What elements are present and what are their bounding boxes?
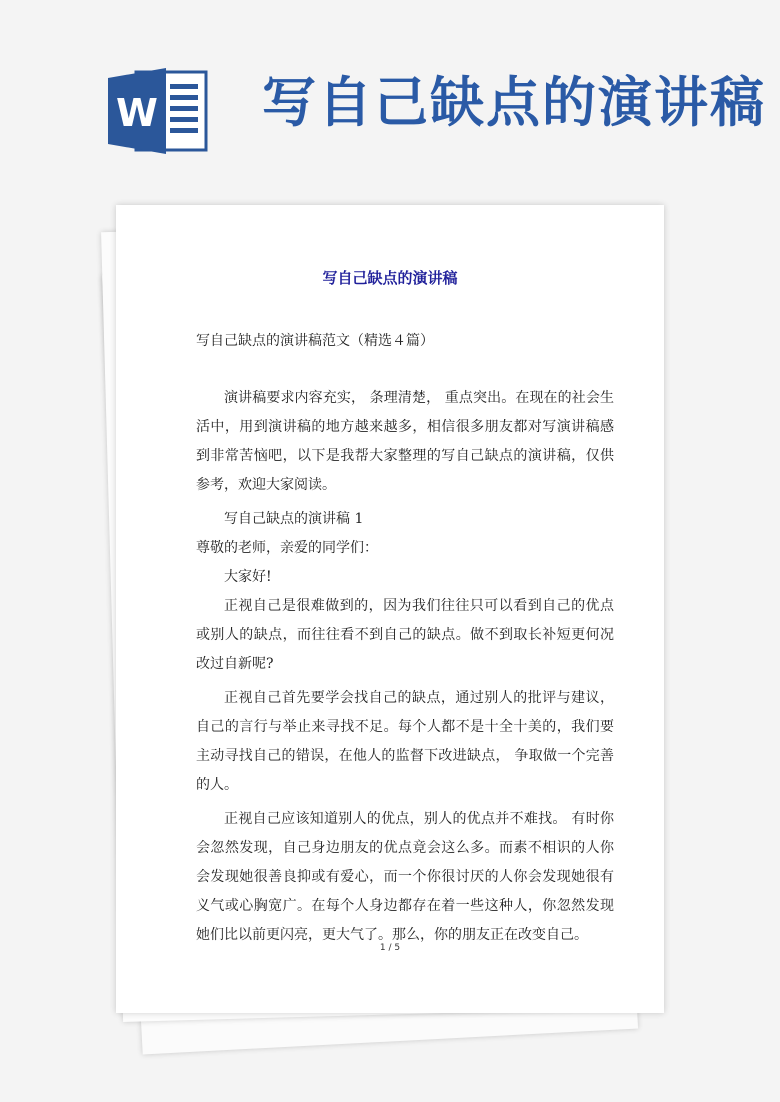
document-subtitle: 写自己缺点的演讲稿范文（精选４篇） [196, 333, 434, 349]
paragraph: 正视自己是很难做到的，因为我们往往只可以看到自己的优点或别人的缺点，而往往看不到自己的缺点。做不到取长补短更何况改过自新呢? [196, 598, 614, 672]
salutation: 尊敬的老师，亲爱的同学们： [196, 540, 378, 556]
banner-title: 写自己缺点的演讲稿 [262, 71, 766, 134]
document-body [196, 327, 614, 950]
word-logo-letter: W [116, 91, 158, 135]
paragraph: 正视自己首先要学会找自己的缺点，通过别人的批评与建议，自己的言行与举止来寻找不足。每个人都不是十全十美的，我们要主动寻找自己的错误，在他人的监督下改进缺点， 争取做一个完善的人。 [196, 690, 614, 793]
header-banner [0, 0, 780, 190]
greeting: 大家好! [224, 569, 272, 585]
word-document-icon [108, 66, 210, 156]
section-heading: 写自己缺点的演讲稿 1 [224, 511, 364, 527]
document-page [116, 205, 664, 1013]
document-title: 写自己缺点的演讲稿 [322, 269, 458, 287]
paragraph: 正视自己应该知道别人的优点，别人的优点并不难找。 有时你会忽然发现，自己身边朋友的优点竟会这么多。而素不相识的人你会发现她很善良抑或有爱心，而一个你很讨厌的人你会发现她很有义气或心胸宽广。在每个人身边都存在着一些这种人，你忽然发现她们比以前更闪亮，更大气了。那么，你的朋友正在改变自己。 [196, 811, 614, 943]
paragraph-intro: 演讲稿要求内容充实， 条理清楚， 重点突出。在现在的社会生活中，用到演讲稿的地方越来越多，相信很多朋友都对写演讲稿感到非常苦恼吧，以下是我帮大家整理的写自己缺点的演讲稿，仅供参考，欢迎大家阅读。 [196, 390, 614, 493]
page-number: 1 / 5 [379, 943, 401, 953]
